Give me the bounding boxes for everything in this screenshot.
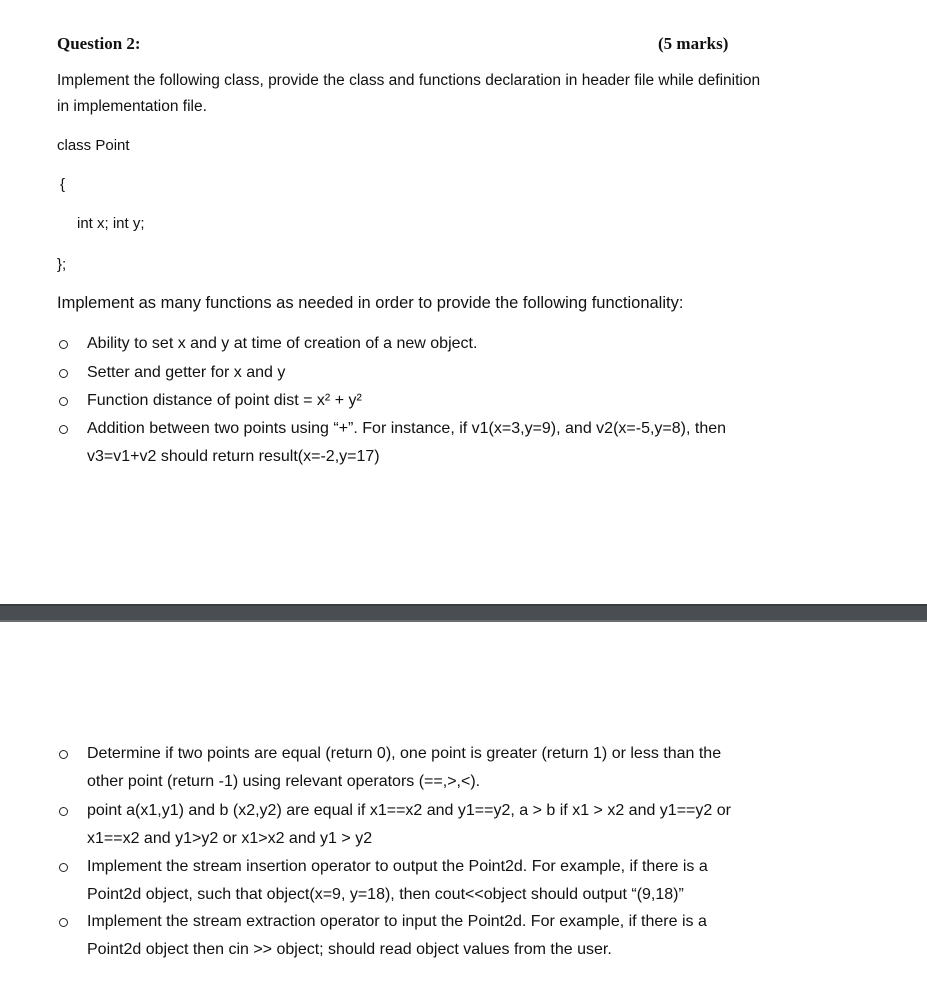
- list-item-line: x1==x2 and y1>y2 or x1>x2 and y1 > y2: [87, 830, 373, 847]
- list-item-line: Function distance of point dist = x² + y²: [87, 392, 362, 409]
- list-item-line: Implement the stream insertion operator to output the Point2d. For example, if there is a: [87, 858, 708, 875]
- list-item: [87, 740, 887, 796]
- page-separator: [0, 604, 927, 622]
- list-bullet-icon: [59, 397, 68, 406]
- list-item: [87, 415, 887, 471]
- list-item-line: Point2d object, such that object(x=9, y=18), then cout<<object should output “(9,18)”: [87, 886, 684, 903]
- list-bullet-icon: [59, 807, 68, 816]
- list-item: [87, 797, 887, 853]
- class-members: int x; int y;: [77, 215, 145, 232]
- question-title: Question 2:: [57, 34, 141, 53]
- list-item: [87, 359, 887, 387]
- list-item-line: point a(x1,y1) and b (x2,y2) are equal if x1==x2 and y1==y2, a > b if x1 > x2 and y1==y2 or: [87, 802, 731, 819]
- list-item: [87, 387, 887, 415]
- list-item-line: Implement the stream extraction operator to input the Point2d. For example, if there is a: [87, 913, 707, 930]
- functionality-heading: Implement as many functions as needed in order to provide the following functionality:: [57, 294, 684, 312]
- list-bullet-icon: [59, 425, 68, 434]
- intro-line-2: in implementation file.: [57, 98, 207, 115]
- list-item: [87, 908, 887, 964]
- list-item-line: other point (return -1) using relevant operators (==,>,<).: [87, 773, 481, 790]
- question-marks: (5 marks): [658, 34, 729, 53]
- list-bullet-icon: [59, 750, 68, 759]
- list-item: [87, 853, 887, 909]
- list-bullet-icon: [59, 918, 68, 927]
- list-bullet-icon: [59, 340, 68, 349]
- list-item-line: Point2d object then cin >> object; should read object values from the user.: [87, 941, 612, 958]
- list-item-line: Addition between two points using “+”. For instance, if v1(x=3,y=9), and v2(x=-5,y=8), then: [87, 420, 727, 437]
- list-item-line: Ability to set x and y at time of creation of a new object.: [87, 335, 478, 352]
- class-open-brace: {: [60, 176, 66, 193]
- document-page-bottom: [0, 622, 927, 1003]
- list-item-line: Setter and getter for x and y: [87, 364, 286, 381]
- class-close-brace: };: [57, 256, 67, 273]
- intro-line-1: Implement the following class, provide the class and functions declaration in header file while definition: [57, 72, 761, 89]
- list-item-line: v3=v1+v2 should return result(x=-2,y=17): [87, 448, 380, 465]
- list-item-line: Determine if two points are equal (return 0), one point is greater (return 1) or less than the: [87, 745, 722, 762]
- class-declaration: class Point: [57, 137, 130, 154]
- list-bullet-icon: [59, 863, 68, 872]
- list-item: [87, 330, 887, 358]
- list-bullet-icon: [59, 369, 68, 378]
